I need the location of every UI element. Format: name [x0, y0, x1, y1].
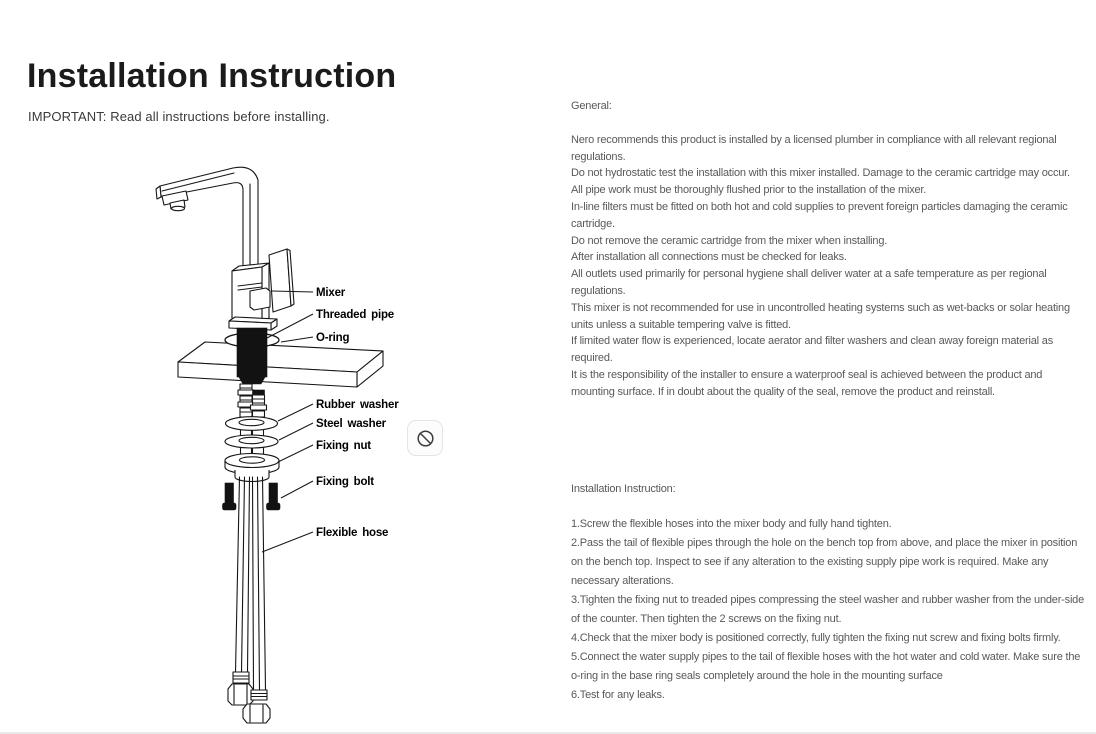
steel-washer	[225, 435, 278, 448]
general-paragraph: Do not remove the ceramic cartridge from the mixer when installing.	[571, 234, 888, 247]
handle	[269, 249, 294, 312]
installation-steps	[571, 515, 1087, 705]
flexible-hoses	[228, 477, 270, 723]
general-paragraph: This mixer is not recommended for use in uncontrolled heating systems such as wet-backs or solar heating units unless a suitable tempering valve is fitted.	[571, 301, 1070, 331]
diagram-label-rubber-washer: Rubber washer	[316, 399, 399, 411]
general-paragraph: Nero recommends this product is installed by a licensed plumber in compliance with all relevant regional regulations.	[571, 133, 1057, 163]
installation-step: 5.Connect the water supply pipes to the tail of flexible hoses with the hot water and cold water. Make sure the o-ring in the base ring seals completely around the hole in the mounting surface	[571, 650, 1081, 682]
general-paragraph: In-line filters must be fitted on both hot and cold supplies to prevent foreign particles damaging the ceramic cartridge.	[571, 200, 1068, 230]
diagram-label-mixer: Mixer	[316, 287, 346, 299]
general-paragraph: It is the responsibility of the installer to ensure a waterproof seal is achieved between the product and mounting surface. If in doubt about the quality of the seal, remove the product and reinstall.	[571, 368, 1043, 398]
threaded-tails	[238, 384, 267, 417]
page-title: Installation Instruction	[27, 56, 397, 95]
diagram-label-steel-washer: Steel washer	[316, 418, 386, 430]
image-placeholder	[407, 420, 443, 456]
diagram-label-flexible-hose: Flexible hose	[316, 527, 389, 539]
diagram-label-fixing-bolt: Fixing bolt	[316, 476, 374, 488]
general-paragraph: If limited water flow is experienced, locate aerator and filter washers and clean away foreign material as required.	[571, 335, 1053, 365]
spout	[156, 167, 258, 269]
blocked-image-icon	[416, 429, 435, 448]
fixing-bolts	[223, 483, 281, 510]
general-heading: General:	[571, 100, 612, 112]
general-paragraph: All outlets used primarily for personal hygiene shall deliver water at a safe temperature as per regional regulations.	[571, 268, 1047, 297]
installation-step: 2.Pass the tail of flexible pipes through the hole on the bench top from above, and place the mixer in position on the bench top. Inspect to see if any alteration to the existing supply pipe work is required. Make any necessary alterations.	[571, 536, 1078, 587]
rubber-washer	[226, 417, 278, 431]
general-paragraphs	[571, 132, 1087, 401]
installation-step: 6.Test for any leaks.	[571, 688, 665, 701]
general-paragraph: After installation all connections must be checked for leaks.	[571, 251, 847, 264]
general-paragraph: All pipe work must be thoroughly flushed prior to the installation of the mixer.	[571, 184, 927, 197]
general-paragraph: Do not hydrostatic test the installation with this mixer installed. Damage to the ceramic cartridge may occur.	[571, 167, 1070, 180]
installation-step: 1.Screw the flexible hoses into the mixer body and fully hand tighten.	[571, 517, 892, 530]
mixer-body	[232, 263, 270, 326]
diagram-label-o-ring: O-ring	[316, 332, 350, 344]
bench-top	[178, 342, 383, 387]
installation-section	[571, 481, 1087, 705]
diagram-label-fixing-nut: Fixing nut	[316, 440, 371, 452]
installation-step: 4.Check that the mixer body is positioned correctly, fully tighten the fixing nut screw and fixing bolts firmly.	[571, 631, 1061, 644]
installation-heading: Installation Instruction:	[571, 483, 676, 495]
important-note: IMPORTANT: Read all instructions before installing.	[28, 109, 330, 124]
installation-step: 3.Tighten the fixing nut to treaded pipes compressing the steel washer and rubber washer from the under-side of the counter. Then tighten the 2 screws on the fixing nut.	[571, 593, 1085, 625]
diagram-label-threaded-pipe: Threaded pipe	[316, 309, 394, 321]
general-section	[571, 98, 1087, 401]
